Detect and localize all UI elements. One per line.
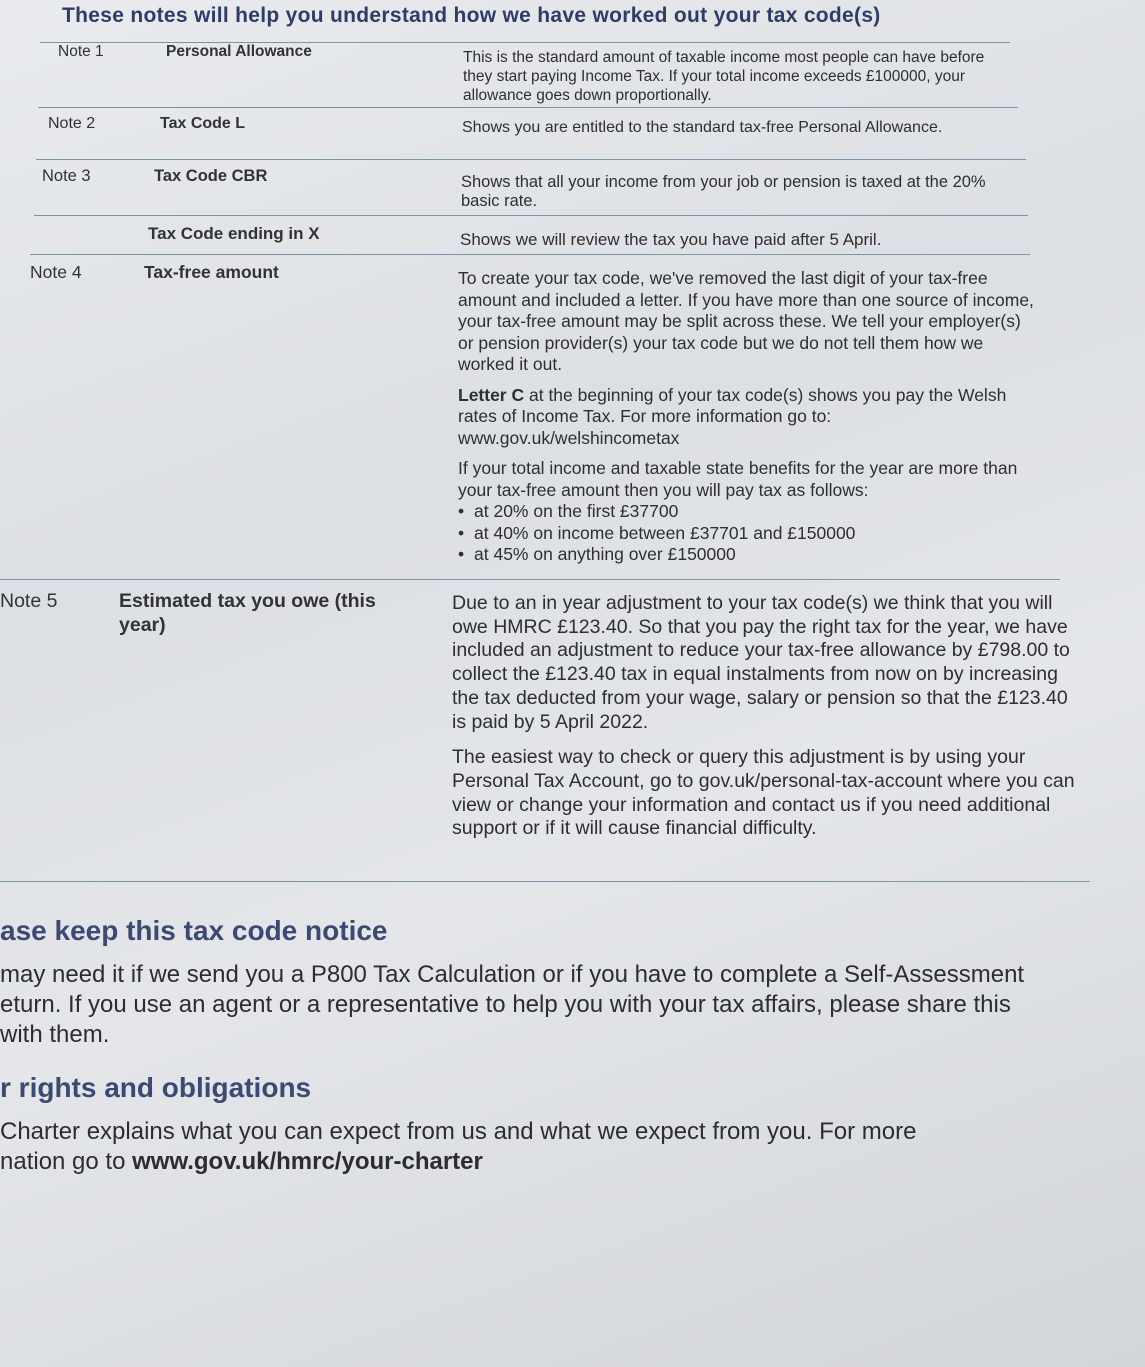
letter-c-text: at the beginning of your tax code(s) shows you pay the Welsh rates of Income Tax. For more information go to: www.gov.uk/welshincometax: [458, 384, 1007, 448]
note-body: Shows you are entitled to the standard tax-free Personal Allowance.: [462, 119, 943, 136]
note-label: Note 5: [0, 590, 58, 612]
note-divider: [30, 254, 1030, 255]
note-body: [458, 268, 1036, 566]
note-heading: Tax Code ending in X: [148, 224, 320, 243]
tax-rate-item: • at 20% on the first £37700: [458, 501, 1036, 523]
note-label: Note 3: [42, 167, 91, 185]
note-4-paragraph: To create your tax code, we've removed the last digit of your tax-free amount and included a letter. If you have more than one source of income, your tax-free amount may be split across these. We tell your employer(s) or pension provider(s) your tax code but we do not tell them how we worked it out.: [458, 268, 1034, 374]
keep-notice-text: may need it if we send you a P800 Tax Calculation or if you have to complete a Self-Assessment eturn. If you use an agent or a representative to help you with your tax affairs, please share this with them.: [0, 961, 1025, 1048]
rights-line-2: nation go to: [0, 1148, 133, 1175]
letter-c-label: Letter C: [458, 384, 525, 405]
tax-rate-item: • at 40% on income between £37701 and £150000: [458, 523, 1036, 545]
note-4-letter-c: [458, 385, 1036, 450]
note-body: [452, 592, 1082, 850]
note-divider: [34, 215, 1028, 216]
rights-line-1: Charter explains what you can expect from us and what we expect from you. For more: [0, 1118, 917, 1145]
note-heading: Personal Allowance: [166, 43, 312, 60]
note-5-paragraph: Due to an in year adjustment to your tax code(s) we think that you will owe HMRC £123.40. So that you pay the right tax for the year, we have included an adjustment to reduce your tax-free allowance by £798.00 to collect the £123.40 tax in equal instalments from now on by increasing the tax deducted from your wage, salary or pension so that the £123.40 is paid by 5 April 2022.: [452, 592, 1070, 733]
note-divider: [0, 579, 1060, 580]
note-heading: Estimated tax you owe (this year): [119, 590, 376, 636]
note-body: This is the standard amount of taxable income most people can have before they start paying Income Tax. If your total income exceeds £100000, your allowance goes down proportionally.: [463, 49, 985, 104]
note-label: Note 2: [48, 115, 96, 132]
rights-title: r rights and obligations: [0, 1072, 312, 1103]
note-heading: Tax-free amount: [144, 262, 279, 282]
note-5-paragraph: The easiest way to check or query this adjustment is by using your Personal Tax Account, go to gov.uk/personal-tax-account where you can view or change your information and contact us if you need additional support or if it will cause financial difficulty.: [452, 746, 1075, 840]
note-4-rates-intro: If your total income and taxable state benefits for the year are more than your tax-free amount then you will pay tax as follows:: [458, 458, 1018, 500]
note-heading: Tax Code CBR: [154, 167, 268, 185]
note-heading: Tax Code L: [160, 115, 246, 132]
note-divider: [38, 107, 1018, 108]
note-label: Note 1: [58, 43, 104, 60]
note-label: Note 4: [30, 262, 82, 282]
note-body: Shows we will review the tax you have paid after 5 April.: [460, 230, 882, 249]
notes-heading: These notes will help you understand how we have worked out your tax code(s): [62, 4, 881, 27]
tax-rate-item: • at 45% on anything over £150000: [458, 544, 1036, 566]
note-divider: [0, 881, 1090, 882]
rights-text: [0, 1117, 1140, 1177]
tax-rate-list: [458, 501, 1036, 566]
charter-link[interactable]: www.gov.uk/hmrc/your-charter: [132, 1148, 483, 1175]
note-divider: [36, 159, 1026, 160]
keep-notice-title: ase keep this tax code notice: [0, 915, 388, 946]
note-body: Shows that all your income from your job or pension is taxed at the 20% basic rate.: [461, 173, 986, 210]
